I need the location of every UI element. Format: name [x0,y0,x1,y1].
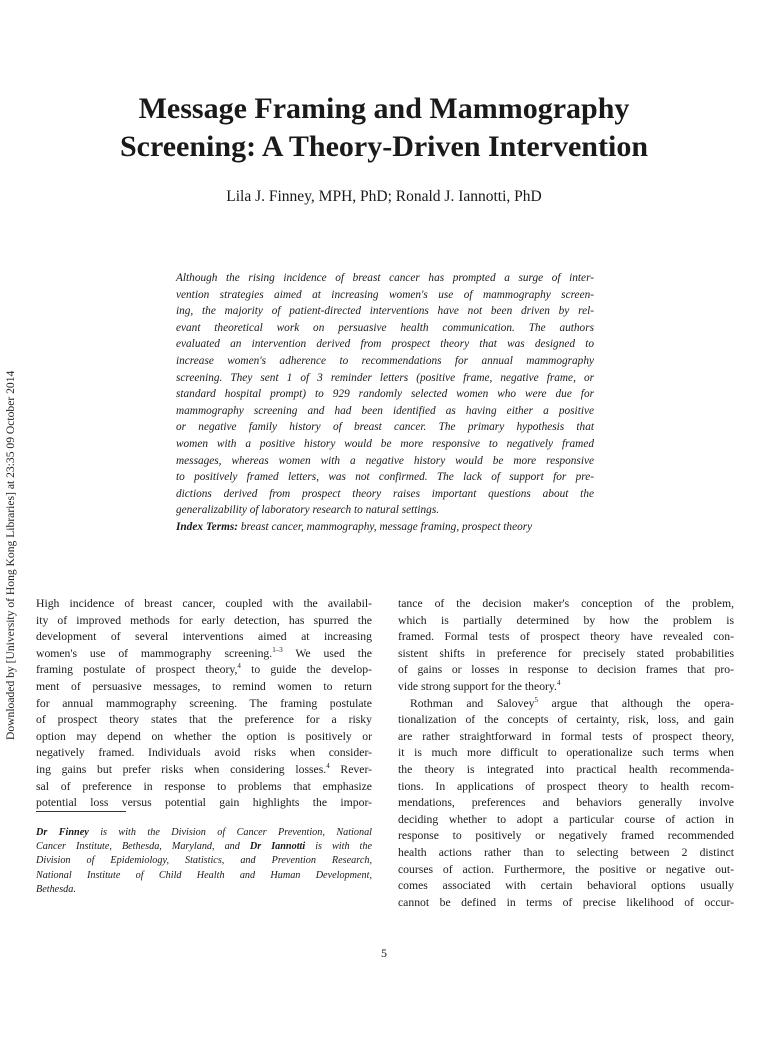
body-text-line [36,696,372,713]
text-run: tions. In applications of prospect theory to health recom- [398,779,734,793]
body-text-line [398,613,734,630]
body-text-line [36,745,372,762]
body-column-left [36,596,372,812]
author-name: Dr Iannotti [249,841,306,853]
body-text-line [398,696,734,713]
body-text-line [398,679,734,696]
body-text-line [398,662,734,679]
text-run: Rothman and Salovey [410,696,535,710]
footnote-line [36,883,372,897]
abstract-line: or negative family history of breast cancer. The primary hypothesis that [176,421,594,434]
text-run: to guide the develop- [240,663,372,677]
text-run: for annual mammography screening. The framing postulate [36,696,372,710]
text-run: tionalization of the concepts of certainty, risk, loss, and gain [398,713,734,727]
text-run: Bethesda. [36,883,76,895]
index-terms-text: breast cancer, mammography, message framing, prospect theory [238,521,533,533]
text-run: of prospect theory states that the preference for a risky [36,713,372,727]
text-run: Cancer Institute, Bethesda, Maryland, and [36,841,250,853]
body-text-line [398,762,734,779]
text-run: is with the Division of Cancer Prevention, National [88,827,372,838]
body-text-line [36,795,372,812]
abstract-line: women with a positive history would be more responsive to negatively framed [176,437,594,450]
citation-superscript: 4 [237,662,241,671]
citation-superscript: 1–3 [272,645,283,654]
abstract-line: screening. They sent 1 of 3 reminder letters (positive frame, negative frame, or [176,371,594,384]
text-run: High incidence of breast cancer, coupled with the availabil- [36,597,372,610]
text-run: sal of preference in response to problems that emphasize [36,779,372,793]
footnote-line [36,854,372,868]
body-text-line [36,662,372,679]
text-run: We used the [282,646,372,660]
footnote-line [36,826,372,840]
text-run: tance of the decision maker's conception of the problem, [398,597,734,610]
text-run: argue that although the opera- [537,696,735,710]
text-run: comes associated with certain behavioral options usually [398,879,734,893]
body-text-line [36,596,372,613]
citation-superscript: 5 [534,695,538,704]
footnote-line [36,869,372,883]
abstract-line: vention strategies aimed at increasing women's use of mammography screen- [176,288,594,301]
body-text-line [398,646,734,663]
text-run: courses of action. Furthermore, the positive or negative out- [398,862,734,876]
body-text-line [398,828,734,845]
text-run: ing gains but prefer risks when considering losses. [36,762,327,776]
text-run: framed. Formal tests of prospect theory have revealed con- [398,630,734,644]
body-text-line [398,845,734,862]
text-run: mendations, preferences and behaviors generally involve [398,796,734,810]
text-run: ity of improved methods for early detection, has spurred the [36,613,372,627]
text-run: option may depend on whether the option is positively or [36,729,372,743]
text-run: framing postulate of prospect theory, [36,663,238,677]
body-text-line [36,679,372,696]
body-text-line [36,779,372,796]
text-run: negatively framed. Individuals avoid risks when consider- [36,746,372,760]
body-text-line [398,895,734,912]
abstract-line: ing, the majority of patient-directed interventions have not been driven by rel- [176,305,594,318]
text-run: ment of persuasive messages, to remind women to return [36,679,372,693]
abstract-line: generalizability of laboratory research to natural settings. [176,504,440,517]
abstract [176,270,594,519]
text-run: is with the [305,841,373,853]
body-text-line [398,729,734,746]
abstract-line: standard hospital prompt) to 929 randomly selected women who were due for [176,388,594,401]
article-title [0,90,768,166]
title-line: Message Framing and Mammography [138,92,630,125]
body-text-line [398,779,734,796]
citation-superscript: 4 [556,679,561,688]
abstract-line: evant theoretical work on persuasive health communication. The authors [176,321,594,334]
abstract-line: dictions derived from prospect theory raises important questions about the [176,487,594,500]
body-text-line [398,745,734,762]
abstract-line: Although the rising incidence of breast cancer has prompted a surge of inter- [176,272,594,284]
index-terms-label: Index Terms: [176,521,239,533]
text-run: vide strong support for the theory. [398,679,557,693]
body-text-line [36,629,372,646]
index-terms [176,521,606,533]
abstract-line: to positively framed letters, was not confirmed. The lack of support for pre- [176,471,594,484]
citation-superscript: 4 [326,762,330,771]
body-text-line [398,878,734,895]
body-text-line [398,795,734,812]
text-run: which is partially determined by how the problem is [398,613,734,627]
abstract-line: increase women's adherence to recommendations for annual mammography [176,354,594,367]
text-run: of gains or losses in response to decision frames that pro- [398,663,734,677]
text-run: development of several interventions aimed at increasing [36,630,372,644]
footnote-line [36,840,372,854]
abstract-line: mammography screening and had been identified as having either a positive [176,404,594,417]
text-run: are rather straightforward in formal tests of prospect theory, [398,729,734,743]
body-text-line [398,812,734,829]
body-text-line [36,729,372,746]
author-affiliation-footnote [36,826,372,897]
text-run: Rever- [329,762,372,776]
text-run: deciding whether to adopt a particular course of action in [398,812,734,826]
text-run: potential loss versus potential gain highlights the impor- [36,796,372,810]
body-column-right [398,596,734,911]
body-text-line [36,646,372,663]
author-name: Dr Finney [36,827,89,838]
title-line: Screening: A Theory-Driven Intervention [119,130,649,163]
author-list: Lila J. Finney, MPH, PhD; Ronald J. Iannotti, PhD [226,188,542,205]
text-run: health actions rather than to selecting between 2 distinct [398,845,734,859]
text-run: cannot be defined in terms of precise likelihood of occur- [398,895,734,909]
page-number: 5 [381,946,387,960]
body-text-line [398,712,734,729]
body-text-line [398,862,734,879]
text-run: response to positively or negatively framed recommended [398,829,734,843]
abstract-line: evaluated an intervention derived from prospect theory that was designed to [176,338,594,351]
body-text-line [36,613,372,630]
body-text-line [398,596,734,613]
body-text-line [36,762,372,779]
body-text-line [36,712,372,729]
text-run: Division of Epidemiology, Statistics, and Prevention Research, [36,855,372,867]
download-watermark: Downloaded by [University of Hong Kong Libraries] at 23:35 09 October 2014 [4,370,17,740]
text-run: it is much more difficult to operationalize such terms when [398,746,734,760]
abstract-line: messages, whereas women with a negative history would be more responsive [176,454,594,467]
text-run: women's use of mammography screening. [36,646,273,660]
body-text-line [398,629,734,646]
text-run: sistent shifts in preference for precisely stated probabilities [398,646,734,660]
text-run: National Institute of Child Health and Human Development, [36,869,372,881]
text-run: the theory is integrated into practical health recommenda- [398,762,734,776]
footnote-rule [36,811,126,812]
